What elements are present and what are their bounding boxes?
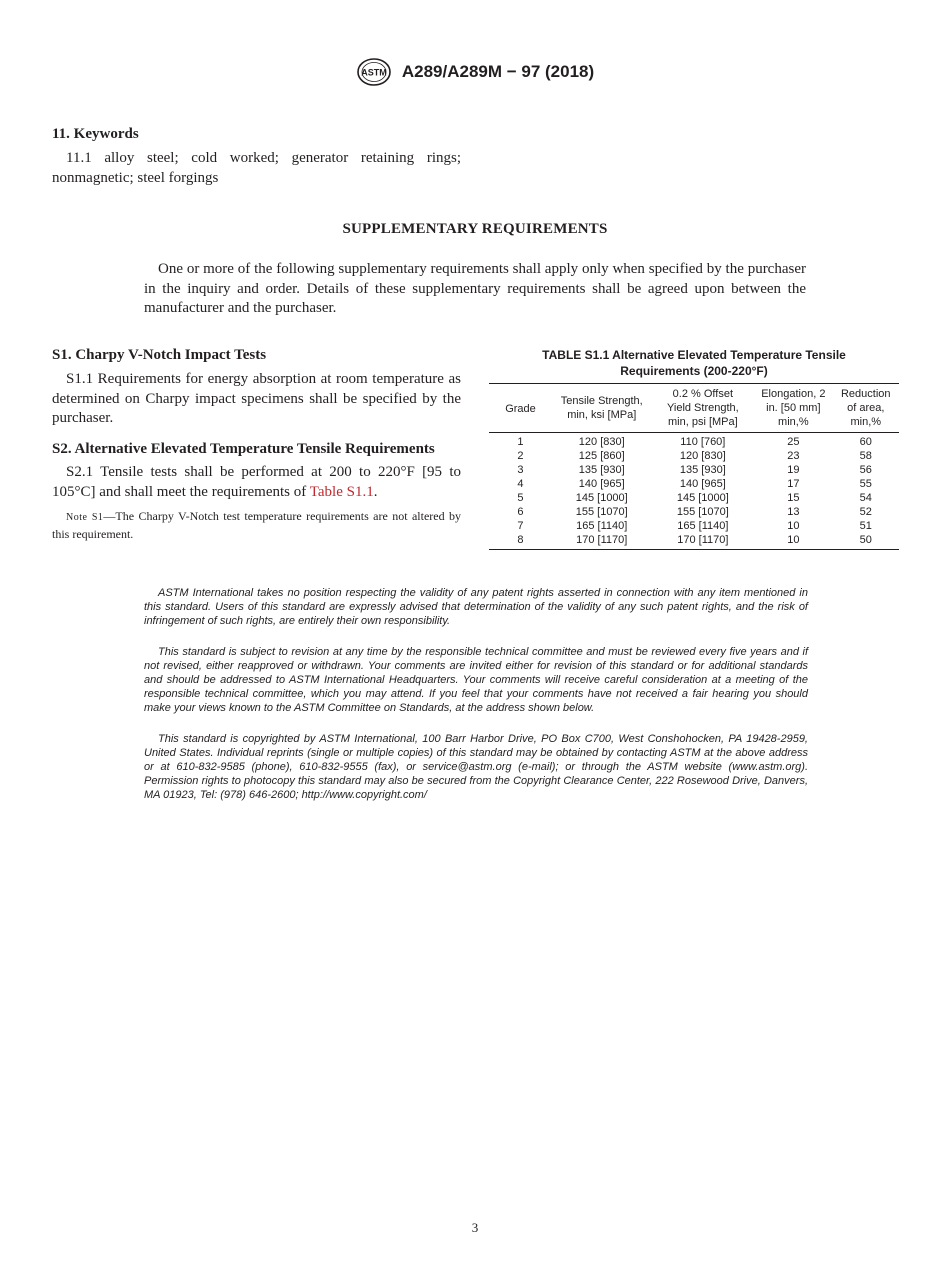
table-row — [489, 491, 899, 505]
tensile-requirements-table — [489, 383, 899, 550]
table-header-row — [489, 384, 899, 433]
table-row — [489, 519, 899, 533]
svg-text:ASTM: ASTM — [361, 67, 387, 78]
cell-yield: 110 [760] — [680, 436, 726, 448]
table-row — [489, 433, 899, 450]
cell-elongation: 10 — [787, 534, 800, 546]
s2-text-end: . — [373, 483, 378, 500]
cell-elongation: 23 — [787, 450, 800, 462]
cell-yield: 155 [1070] — [676, 506, 729, 518]
copyright-notice: This standard is copyrighted by ASTM International, 100 Barr Harbor Drive, PO Box C700, West Conshohocken, PA 19428-2959, United States. Individual reprints (single or multiple copies) of this standard may be obtained by contacting ASTM at the above address or at 610-832-9585 (phone), 610-832-9555 (fax), or service@astm.org (e-mail); or through the ASTM website (www.astm.org). Permission rights to photocopy this standard may also be secured from the Copyright Clearance Center, 222 Rosewood Drive, Danvers, MA 01923, Tel: (978) 646-2600; http://www.copyright.com/ — [144, 733, 808, 801]
cell-elongation: 10 — [787, 520, 800, 532]
cell-grade: 8 — [517, 534, 524, 546]
col-header-reduction: Reduction of area, min,% — [840, 388, 891, 428]
note-s1 — [52, 508, 461, 542]
cell-yield: 140 [965] — [679, 478, 726, 490]
cell-reduction: 51 — [859, 520, 872, 532]
s2-text-start: S2.1 Tensile tests shall be performed at 200 to 220°F [95 to 105°C] and shall meet the requirements of — [52, 464, 461, 500]
col-header-elongation: Elongation, 2 in. [50 mm] min,% — [761, 388, 826, 428]
cell-reduction: 56 — [859, 464, 872, 476]
table-row — [489, 477, 899, 491]
cell-tensile: 145 [1000] — [575, 492, 628, 504]
table-caption-line-1: TABLE S1.1 Alternative Elevated Temperature Tensile — [542, 348, 846, 362]
cell-reduction: 60 — [859, 436, 872, 448]
legal-notices — [144, 586, 808, 819]
cell-tensile: 165 [1140] — [576, 520, 628, 532]
page-number: 3 — [471, 1220, 479, 1235]
table-caption-line-2: Requirements (200-220°F) — [620, 364, 768, 378]
cell-tensile: 170 [1170] — [576, 534, 628, 546]
note-label: Note S1 — [66, 512, 104, 523]
col-header-grade: Grade — [505, 402, 536, 415]
cell-tensile: 135 [930] — [578, 464, 625, 476]
keywords-heading: 11. Keywords — [52, 126, 139, 142]
s1-text: S1.1 Requirements for energy absorption at room temperature as determined on Charpy impact specimens shall be specified by the purchaser. — [52, 371, 461, 426]
cell-elongation: 25 — [787, 436, 800, 448]
table-row — [489, 533, 899, 550]
cell-tensile: 125 [860] — [578, 450, 625, 462]
cell-elongation: 13 — [787, 506, 800, 518]
cell-reduction: 55 — [859, 478, 872, 490]
cell-yield: 165 [1140] — [677, 520, 729, 532]
col-header-yield: 0.2 % Offset Yield Strength, min, psi [MPa] — [666, 388, 739, 428]
cell-grade: 2 — [517, 450, 524, 462]
table-s1-1 — [489, 347, 899, 550]
table-caption — [489, 347, 899, 379]
supplementary-title: SUPPLEMENTARY REQUIREMENTS — [342, 221, 608, 237]
s2-text — [52, 463, 461, 502]
cell-elongation: 19 — [787, 464, 800, 476]
left-column — [52, 347, 461, 542]
revision-notice: This standard is subject to revision at any time by the responsible technical committee and must be reviewed every five years and if not revised, either reapproved or withdrawn. Your comments are invited either for revision of this standard or for additional standards and should be addressed to ASTM International Headquarters. Your comments will receive careful consideration at a meeting of the responsible technical committee, which you may attend. If you feel that your comments have not received a fair hearing you should make your views known to the ASTM Committee on Standards, at the address shown below. — [144, 646, 808, 714]
cell-grade: 1 — [517, 436, 524, 448]
cell-yield: 145 [1000] — [676, 492, 729, 504]
cell-tensile: 120 [830] — [578, 436, 625, 448]
cell-grade: 6 — [517, 506, 524, 518]
cell-yield: 135 [930] — [679, 464, 726, 476]
document-designation: A289/A289M − 97 (2018) — [401, 62, 595, 81]
cell-reduction: 58 — [859, 450, 872, 462]
cell-grade: 3 — [517, 464, 524, 476]
cell-elongation: 17 — [787, 478, 800, 490]
keywords-section — [52, 126, 461, 188]
table-s1-1-link[interactable]: Table S1.1 — [309, 483, 374, 500]
cell-reduction: 54 — [859, 492, 872, 504]
astm-logo-icon — [356, 57, 392, 87]
cell-yield: 120 [830] — [679, 450, 726, 462]
s1-heading: S1. Charpy V-Notch Impact Tests — [52, 347, 267, 363]
cell-yield: 170 [1170] — [677, 534, 729, 546]
col-header-tensile: Tensile Strength, min, ksi [MPa] — [560, 395, 643, 421]
table-row — [489, 449, 899, 463]
cell-grade: 5 — [517, 492, 524, 504]
note-text: —The Charpy V-Notch test temperature requirements are not altered by this requirement. — [52, 509, 462, 541]
cell-tensile: 155 [1070] — [575, 506, 628, 518]
cell-reduction: 50 — [859, 534, 872, 546]
page-header — [0, 57, 950, 87]
patent-notice: ASTM International takes no position respecting the validity of any patent rights asserted in connection with any item mentioned in this standard. Users of this standard are expressly advised that determination of the validity of any such patent rights, and the risk of infringement of such rights, are entirely their own responsibility. — [144, 587, 808, 627]
cell-tensile: 140 [965] — [578, 478, 625, 490]
keywords-text: 11.1 alloy steel; cold worked; generator retaining rings; nonmagnetic; steel forgings — [52, 150, 461, 186]
cell-grade: 4 — [517, 478, 524, 490]
cell-elongation: 15 — [787, 492, 800, 504]
cell-reduction: 52 — [859, 506, 872, 518]
s2-heading: S2. Alternative Elevated Temperature Tensile Requirements — [52, 440, 435, 457]
table-row — [489, 463, 899, 477]
cell-grade: 7 — [517, 520, 524, 532]
table-row — [489, 505, 899, 519]
supplementary-intro: One or more of the following supplementary requirements shall apply only when specified by the purchaser in the inquiry and order. Details of these supplementary requirements shall be agreed upon between the manufacturer and the purchaser. — [144, 261, 806, 316]
